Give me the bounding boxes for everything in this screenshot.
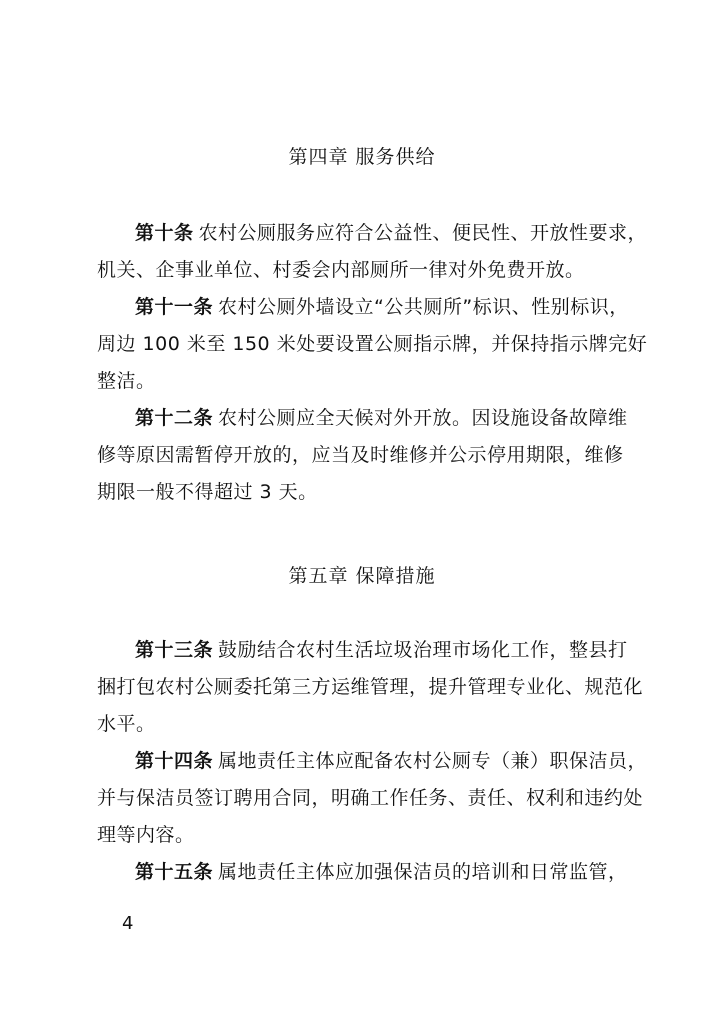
- article-14-label: 第十四条: [135, 750, 214, 772]
- article-11-label: 第十一条: [135, 296, 214, 318]
- article-15-label: 第十五条: [135, 861, 214, 883]
- article-10-label: 第十条: [135, 222, 194, 244]
- article-15-text-line-1: 属地责任主体应加强保洁员的培训和日常监管，: [218, 861, 628, 883]
- article-10-text-line-2: 机关、企事业单位、村委会内部厕所一律对外免费开放。: [97, 259, 585, 281]
- article-14-text-line-1: 属地责任主体应配备农村公厕专（兼）职保洁员，: [218, 750, 648, 772]
- article-10-first-line: [97, 215, 657, 252]
- article-11-first-line: [97, 289, 657, 326]
- article-12-text-line-1: 农村公厕应全天候对外开放。因设施设备故障维: [218, 407, 628, 429]
- page-number: 4: [122, 913, 134, 934]
- article-15-first-line: [97, 854, 657, 891]
- chapter-5-heading: 第五章 保障措施: [288, 565, 436, 587]
- article-11-text-line-3: 整洁。: [97, 370, 156, 392]
- article-12-text-line-3: 期限一般不得超过 3 天。: [97, 481, 318, 503]
- article-13-text-line-2: 捆打包农村公厕委托第三方运维管理，提升管理专业化、规范化: [97, 676, 644, 698]
- chapter-4-heading: 第四章 服务供给: [288, 146, 436, 168]
- article-12-first-line: [97, 400, 657, 437]
- article-13-text-line-1: 鼓励结合农村生活垃圾治理市场化工作，整县打: [218, 639, 628, 661]
- chapter-5-body: [97, 632, 657, 891]
- article-14-text-line-2: 并与保洁员签订聘用合同，明确工作任务、责任、权利和违约处: [97, 787, 644, 809]
- article-12-label: 第十二条: [135, 407, 214, 429]
- article-11-text-line-2: 周边 100 米至 150 米处要设置公厕指示牌，并保持指示牌完好: [97, 333, 648, 355]
- article-13-text-line-3: 水平。: [97, 713, 156, 735]
- article-11-text-line-1: 农村公厕外墙设立“公共厕所”标识、性别标识，: [218, 296, 629, 318]
- article-13-label: 第十三条: [135, 639, 214, 661]
- article-10-text-line-1: 农村公厕服务应符合公益性、便民性、开放性要求，: [198, 222, 648, 244]
- article-14-first-line: [97, 743, 657, 780]
- chapter-4-body: [97, 215, 657, 511]
- article-14-text-line-3: 理等内容。: [97, 824, 195, 846]
- article-13-first-line: [97, 632, 657, 669]
- article-12-text-line-2: 修等原因需暂停开放的，应当及时维修并公示停用期限，维修: [97, 444, 624, 466]
